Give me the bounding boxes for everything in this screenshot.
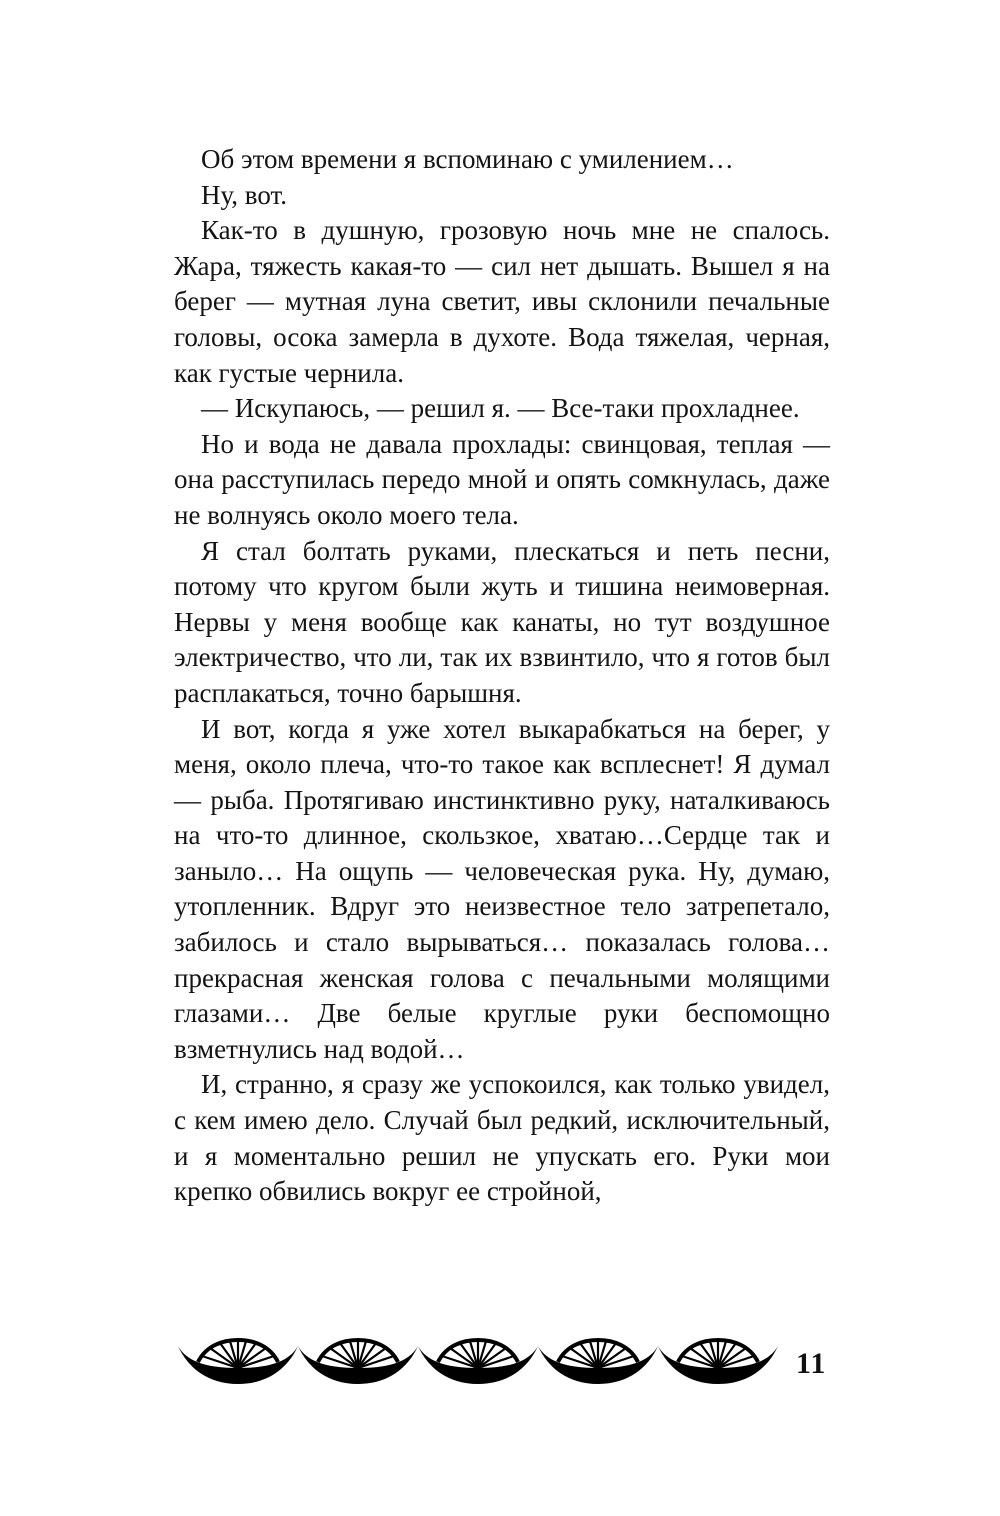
paragraph: Но и вода не давала прохлады: свинцовая, теплая — она расступилась передо мной и опять сомкнулась, даже не волнуясь около моего тела.	[174, 428, 830, 530]
paragraph: И, странно, я сразу же успокоился, как только увидел, с кем имею дело. Случай был редкий, исключительный, и я моментально решил не упускать его. Руки мои крепко обвились вокруг ее стройной,	[174, 1069, 830, 1207]
paragraph: — Искупаюсь, — решил я. — Все-таки прохладнее.	[201, 393, 800, 424]
paragraph: И вот, когда я уже хотел выкарабкаться на берег, у меня, около плеча, что-то такое как всплеснет! Я думал — рыба. Протягиваю инстинктивно руку, наталкиваюсь на что-то длинное, скользкое, хватаю…Сердце так и заныло… На ощупь — человеческая рука. Ну, думаю, утопленник. Вдруг это неизвестное тело затрепетало, забилось и стало вырываться… показалась голова… прекрасная женская голова с печальными молящими глазами… Две белые круглые руки беспомощно взметнулись над водой…	[174, 713, 830, 1064]
page-body-text	[174, 142, 830, 1210]
paragraph: Как-то в душную, грозовую ночь мне не спалось. Жара, тяжесть какая-то — сил нет дышать. Вышел я на берег — мутная луна светит, ивы склонили печальные головы, осока замерла в духоте. Вода тяжелая, черная, как густые чернила.	[174, 215, 830, 388]
paragraph: Ну, вот.	[201, 179, 288, 210]
page-number: 11	[796, 1347, 827, 1380]
paragraph: Я стал болтать руками, плескаться и петь песни, потому что кругом были жуть и тишина неимоверная. Нервы у меня вообще как канаты, но тут воздушное электричество, что ли, так их взвинтило, что я готов был расплакаться, точно барышня.	[174, 535, 830, 708]
paragraph: Об этом времени я вспоминаю с умилением…	[201, 144, 734, 174]
boat-fan-ornament-icon	[178, 1332, 780, 1394]
